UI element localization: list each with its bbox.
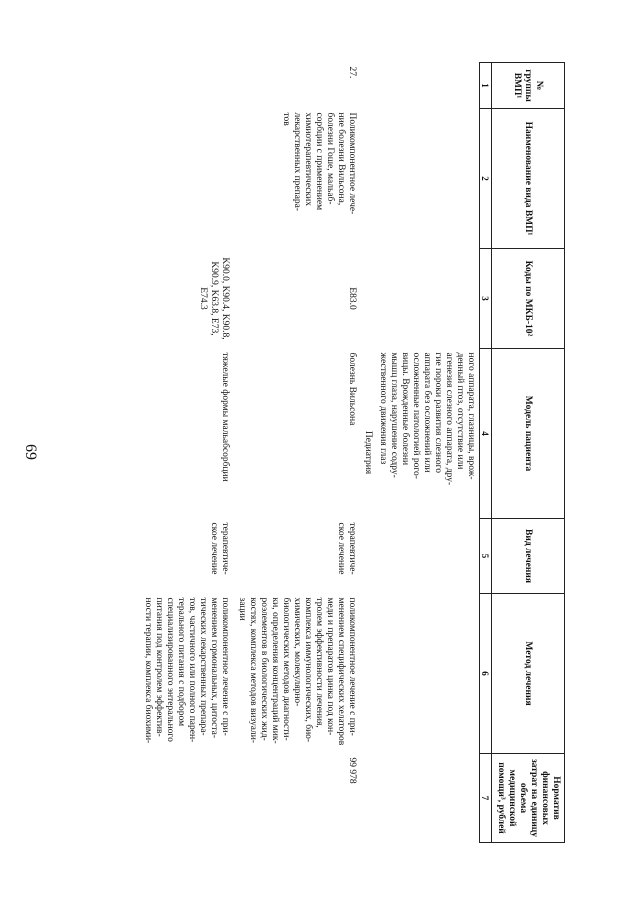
text-line: сорбции с применением [314, 112, 324, 211]
vmp-name [139, 109, 360, 249]
vmp-table [139, 62, 565, 843]
text-line: ское лечение [209, 522, 219, 575]
text-line: агенезия слезного аппарата, дру- [444, 352, 454, 486]
icd-codes [139, 249, 233, 349]
text-line: мышц глаза, нарушение содру- [389, 352, 399, 478]
patient-model [139, 349, 233, 519]
table-row-continuation [374, 63, 480, 843]
column-number: 7 [480, 754, 492, 843]
header-group-number: № группы ВМП¹ [492, 63, 565, 109]
text-line: тов [281, 112, 291, 126]
text-line: ности терапии, комплекса биохими- [143, 597, 153, 744]
text-line: K90.0, K90.4, K90.8, [220, 257, 230, 340]
text-line: зации [237, 597, 247, 621]
text-line: осложненные патологией рого- [411, 352, 421, 479]
text-line: Поликомпонентное лече- [347, 112, 357, 215]
text-line: костях, комплекса методов визуали- [248, 597, 258, 744]
column-number: 4 [480, 349, 492, 519]
text-line: меди и препаратов цинка под кон- [325, 597, 335, 736]
text-line: питания под контролем эффектив- [154, 597, 164, 737]
text-line: биологических методов диагности- [281, 597, 291, 741]
text-line: тов, частичного или полного парен- [187, 597, 197, 743]
text-line: E83.0 [347, 287, 357, 310]
patient-model [233, 349, 360, 519]
text-line: болезнь Вильсона [347, 352, 357, 426]
treatment-type [233, 519, 360, 594]
text-line: роэлементов в биологических жид- [259, 597, 269, 741]
text-line: тических лекарственных препара- [198, 597, 208, 736]
text-line: химических, молекулярно- [292, 597, 302, 707]
page-number: 69 [22, 444, 39, 460]
column-number: 6 [480, 594, 492, 754]
section-title: Педиатрия [363, 430, 373, 475]
text-line: K90.9, K63.8, E73, [209, 261, 219, 336]
text-line: ское лечение [336, 522, 346, 575]
text-line: гие пороки развития слезного [433, 352, 443, 474]
icd-codes [233, 249, 360, 349]
text-line: аппарата без осложнений или [422, 352, 432, 473]
cost-norm: 99 978 [347, 757, 357, 784]
text-line: денный птоз, отсутствие или [455, 352, 465, 470]
column-number: 2 [480, 109, 492, 249]
text-line: тяжелые формы мальабсорбции [220, 352, 230, 482]
text-line: химиотерапевтических [303, 112, 313, 206]
text-line: специализированного энтерального [165, 597, 175, 742]
text-line: жественного движения глаз [378, 352, 388, 465]
text-line: менением гормональных, цитоста- [209, 597, 219, 739]
group-number: 27. [347, 66, 357, 79]
text-line: терального питания с подбором [176, 597, 186, 727]
text-line: комплекса иммунологических, био- [303, 597, 313, 743]
text-line: ного аппарата, глазницы, врож- [466, 352, 476, 480]
header-vmp-name: Наименование вида ВМП¹ [492, 109, 565, 249]
header-patient-model: Модель пациента [492, 349, 565, 519]
section-row [360, 63, 374, 843]
continued-patient-model [374, 349, 480, 519]
text-line: вицы. Врожденные болезни [400, 352, 410, 466]
text-line: терапевтиче- [220, 522, 230, 575]
treatment-method [139, 594, 233, 754]
text-line: E74.3 [198, 287, 208, 310]
text-line: поликомпонентное лечение с при- [220, 597, 230, 736]
text-line: лекарственных препара- [292, 112, 302, 212]
header-treatment-method: Метод лечения [492, 594, 565, 754]
column-number-row [480, 63, 492, 843]
header-cost-norm: Норматив финансовых затрат на единицу объема медицинской помощи³, рублей [492, 754, 565, 843]
text-line: ние болезни Вильсона, [336, 112, 346, 206]
table-row [233, 63, 360, 843]
header-icd-codes: Коды по МКБ-10² [492, 249, 565, 349]
text-line: болезни Гоше, мальаб- [325, 112, 335, 205]
header-row [492, 63, 565, 843]
column-number: 5 [480, 519, 492, 594]
text-line: ки, определения концентраций мик- [270, 597, 280, 744]
text-line: тролем эффективности лечения, [314, 597, 324, 728]
header-treatment-type: Вид лечения [492, 519, 565, 594]
column-number: 3 [480, 249, 492, 349]
column-number: 1 [480, 63, 492, 109]
text-line: поликомпонентное лечение с при- [347, 597, 357, 736]
text-line: терапевтиче- [347, 522, 357, 575]
treatment-type [139, 519, 233, 594]
text-line: менением специфических хелаторов [336, 597, 346, 746]
treatment-method [233, 594, 360, 754]
